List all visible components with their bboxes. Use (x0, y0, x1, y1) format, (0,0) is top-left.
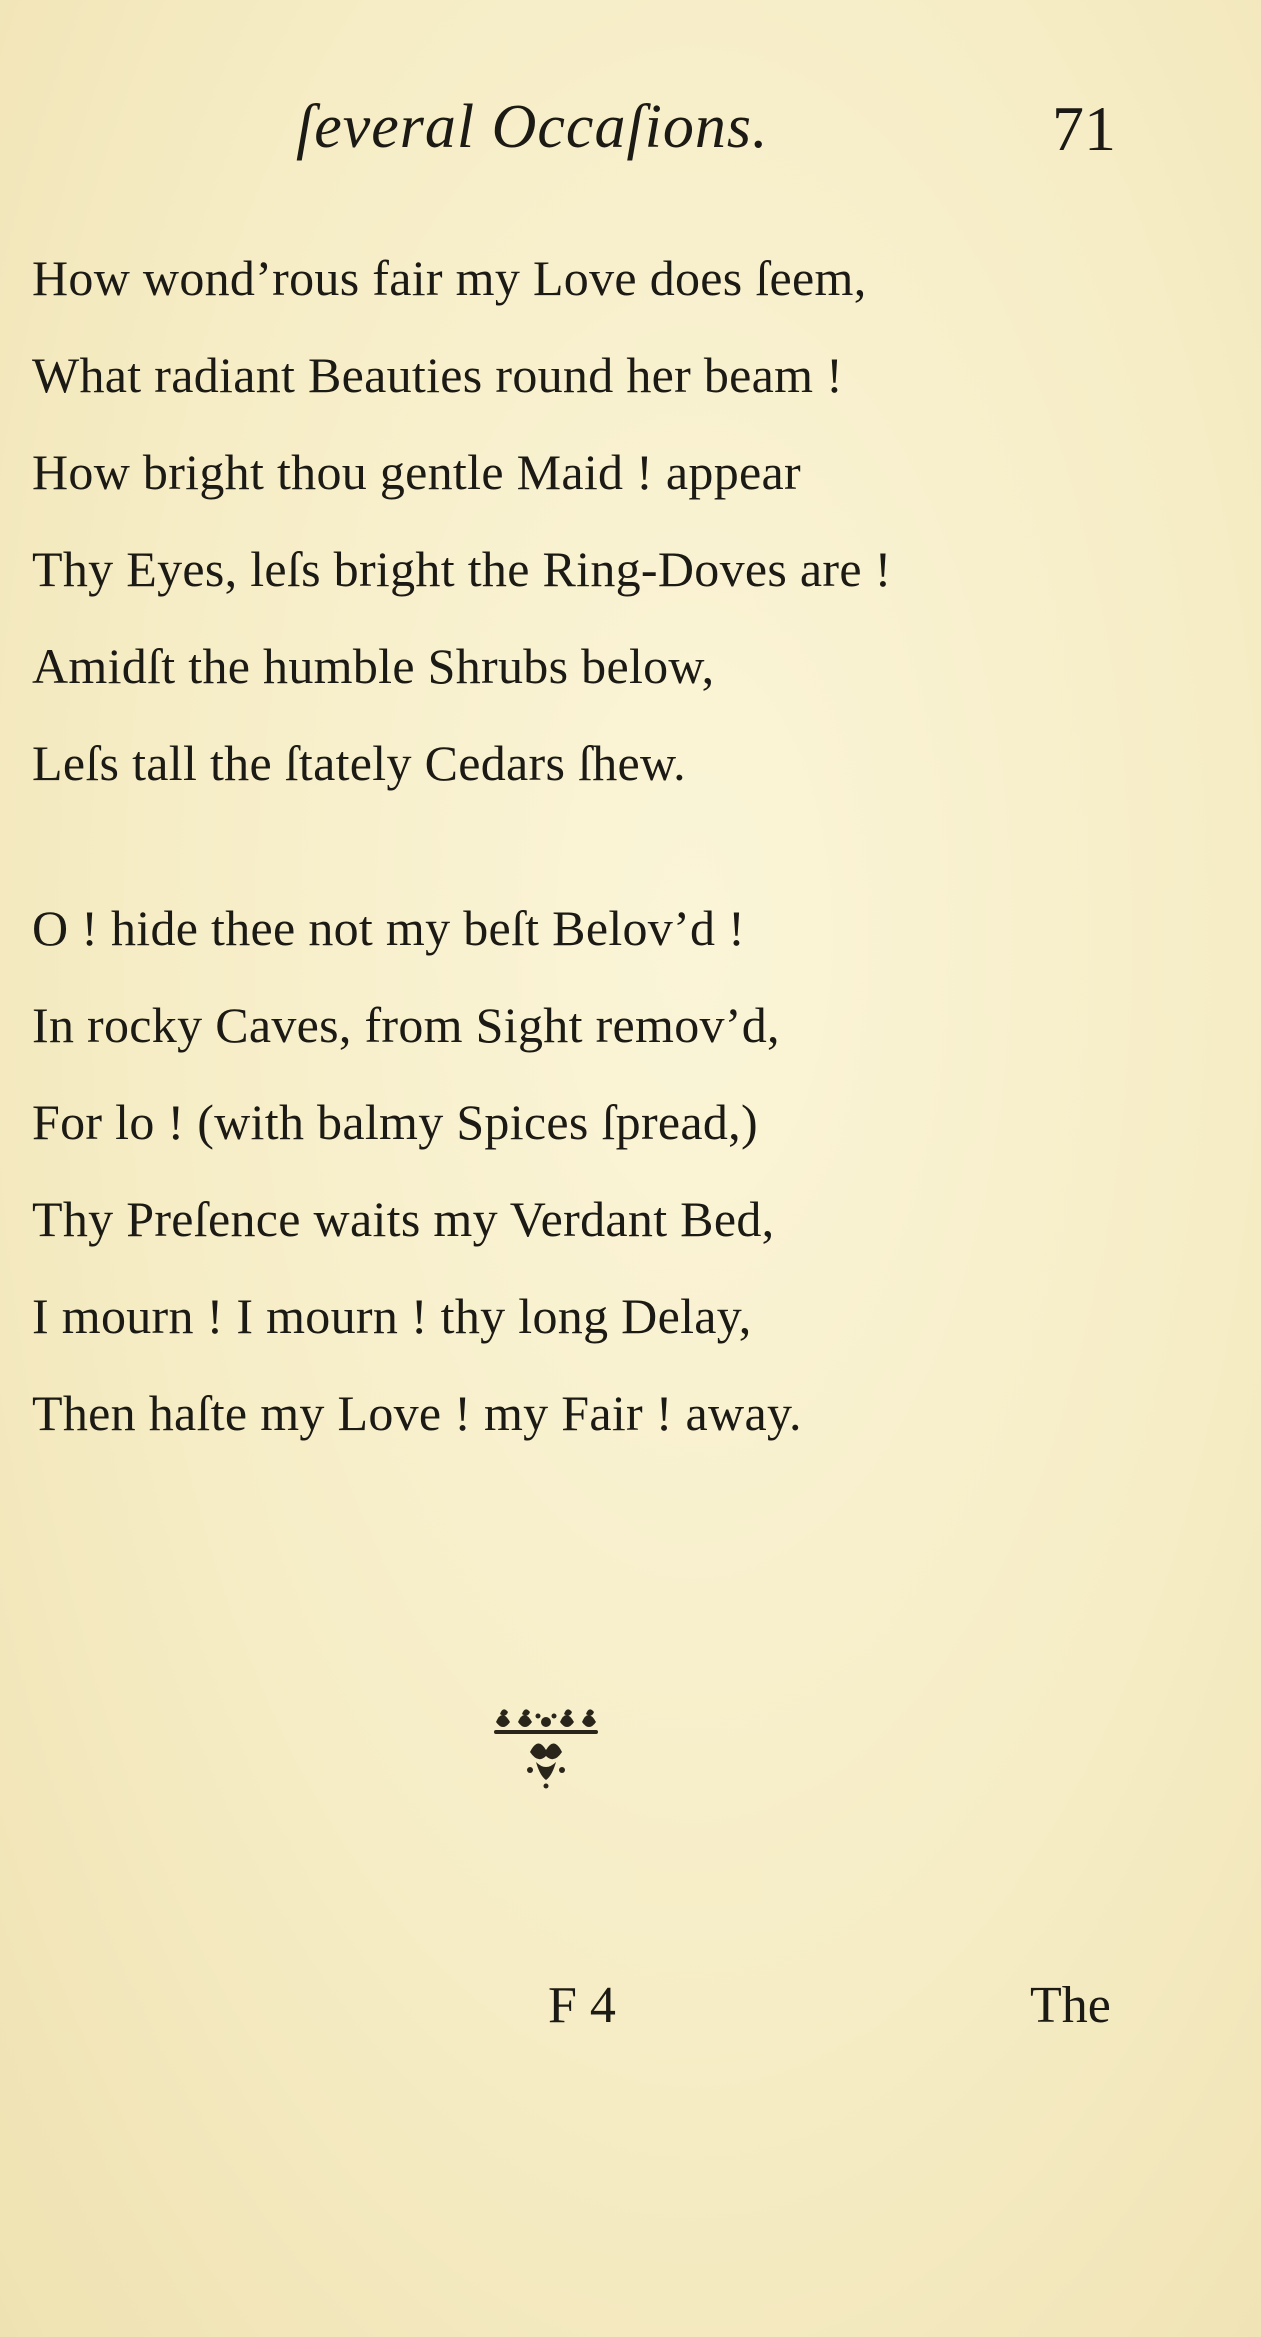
stanza-2 (32, 880, 802, 1462)
stanza-1 (32, 230, 892, 812)
signature-mark: F 4 (548, 1977, 616, 2034)
verse-line: Then haſte my Love ! my Fair ! away. (32, 1385, 802, 1441)
verse-line: Thy Preſence waits my Verdant Bed, (32, 1191, 775, 1247)
verse-line: O ! hide thee not my beſt Belov’d ! (32, 900, 746, 956)
verse-line: How bright thou gentle Maid ! appear (32, 444, 801, 500)
verse-line: For lo ! (with balmy Spices ſpread,) (32, 1094, 758, 1150)
verse-line: Amidſt the humble Shrubs below, (32, 638, 715, 694)
verse-line: Leſs tall the ſtately Cedars ſhew. (32, 735, 686, 791)
verse-line: In rocky Caves, from Sight remov’d, (32, 997, 780, 1053)
verse-line: How wond’rous fair my Love does ſeem, (32, 250, 867, 306)
fleuron-ornament-icon (486, 1700, 606, 1800)
verse-line: I mourn ! I mourn ! thy long Delay, (32, 1288, 752, 1344)
verse-line: Thy Eyes, leſs bright the Ring-Doves are ! (32, 541, 892, 597)
running-head: ſeveral Occaſions. (296, 93, 769, 161)
verse-line: What radiant Beauties round her beam ! (32, 347, 844, 403)
catchword: The (1030, 1977, 1111, 2034)
page-number: 71 (1052, 93, 1116, 164)
